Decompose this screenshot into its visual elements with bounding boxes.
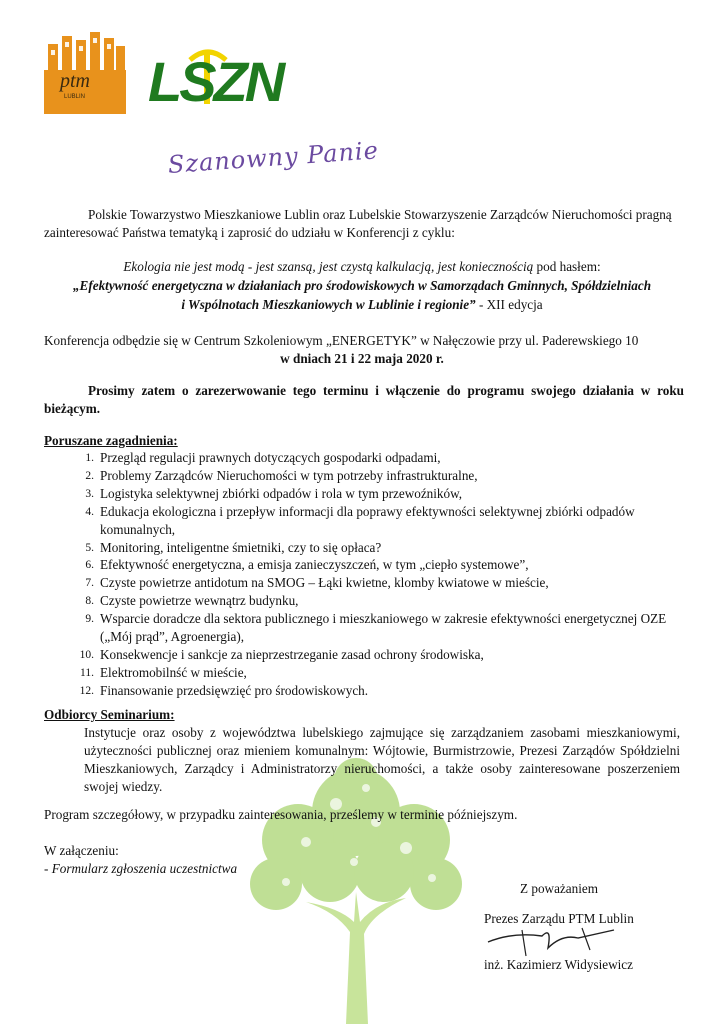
ptm-logo-text: ptm	[60, 70, 90, 92]
topic-number: 6.	[85, 559, 94, 572]
topics-list	[44, 449, 684, 700]
topic-item	[44, 574, 684, 592]
topic-number: 9.	[85, 613, 94, 626]
topic-number: 2.	[85, 469, 94, 482]
topic-number: 4.	[85, 505, 94, 518]
topic-item	[44, 485, 684, 503]
topic-text: Finansowanie przedsięwzięć pro środowiskowych.	[100, 682, 369, 698]
topic-number: 8.	[85, 595, 94, 608]
topic-number: 7.	[85, 577, 94, 590]
topic-item	[44, 467, 684, 485]
signer-name: inż. Kazimierz Widysiewicz	[484, 957, 633, 972]
topic-item	[44, 646, 684, 664]
venue-line: Konferencja odbędzie się w Centrum Szkoleniowym „ENERGETYK” w Nałęczowie przy ul. Paderewskiego 10	[44, 333, 639, 348]
conference-title-line-1: „Efektywność energetyczna w działaniach pro środowiskowych w Samorządach Gminnych, Spółdzielniach	[72, 278, 652, 293]
topic-text: Czyste powietrze antidotum na SMOG – Łąki kwietne, klomby kwiatowe w mieście,	[100, 575, 549, 591]
topic-item	[44, 556, 684, 574]
lszn-logo-text: LSZN	[148, 50, 283, 113]
program-note: Program szczegółowy, w przypadku zainteresowania, prześlemy w terminie późniejszym.	[44, 807, 518, 822]
intro-line-1: Polskie Towarzystwo Mieszkaniowe Lublin oraz Lubelskie Stowarzyszenie Zarządców Nieruchomości pragną	[88, 207, 672, 222]
signer-role: Prezes Zarządu PTM Lublin	[484, 911, 634, 926]
topic-item	[44, 503, 684, 539]
attachment-item: - Formularz zgłoszenia uczestnictwa	[44, 861, 238, 876]
audience-text: Instytucje oraz osoby z województwa lubelskiego zajmujące się zarządzaniem zasobami mieszkaniowymi, użyteczności publicznej oraz mieniem komunalnym: Wójtowie, Burmistrzowie, Prezesi Zarządów Spółdzielni Mieszkaniowych, Zarządcy i Administratorzy nieruchomości, a także osoby zainteresowane poszerzeniem swojej wiedzy.	[84, 725, 680, 794]
topic-text: Logistyka selektywnej zbiórki odpadów i rola w tym przewoźników,	[100, 485, 463, 501]
intro-line-2: zainteresować Państwa tematyką i zaprosić do udziału w Konferencji z cyklu:	[44, 225, 455, 240]
motto-suffix: pod hasłem:	[533, 259, 601, 274]
topic-number: 3.	[85, 487, 94, 500]
topic-number: 12.	[79, 684, 94, 697]
venue-dates: w dniach 21 i 22 maja 2020 r.	[280, 351, 444, 366]
closing: Z poważaniem	[520, 881, 598, 896]
ptm-logo	[44, 30, 126, 114]
topic-item	[44, 610, 684, 646]
conference-edition: - XII edycja	[475, 297, 543, 312]
topic-text: Efektywność energetyczna, a emisja zanieczyszczeń, w tym „ciepło systemowe”,	[100, 557, 529, 573]
topic-text: Wsparcie doradcze dla sektora publicznego i mieszkaniowego w zakresie efektywności energetycznej OZE („Mój prąd”, Agroenergia),	[100, 611, 667, 645]
topic-text: Edukacja ekologiczna i przepływ informacji dla poprawy efektywności selektywnej zbiórki odpadów komunalnych,	[100, 503, 635, 537]
topic-text: Monitoring, inteligentne śmietniki, czy to się opłaca?	[100, 539, 382, 555]
conference-title-line-2	[0, 296, 724, 313]
topic-number: 11.	[80, 666, 94, 679]
topic-text: Przegląd regulacji prawnych dotyczących gospodarki odpadami,	[100, 450, 441, 465]
topic-text: Problemy Zarządców Nieruchomości w tym potrzeby infrastrukturalne,	[100, 467, 478, 483]
topic-number: 10.	[79, 648, 94, 661]
topic-item	[44, 449, 684, 467]
topic-item	[44, 539, 684, 557]
motto-italic: Ekologia nie jest modą - jest szansą, jest czystą kalkulacją, jest koniecznością	[123, 259, 534, 274]
ptm-logo-subtext: LUBLIN	[64, 94, 86, 100]
audience-heading: Odbiorcy Seminarium:	[44, 707, 175, 722]
topic-number: 5.	[85, 541, 94, 554]
conference-title-text: i Wspólnotach Mieszkaniowych w Lublinie i regionie”	[181, 297, 476, 312]
motto-line	[0, 258, 724, 275]
attachment-label: W załączeniu:	[44, 843, 119, 858]
topic-text: Czyste powietrze wewnątrz budynku,	[100, 593, 299, 609]
topics-heading: Poruszane zagadnienia:	[44, 433, 178, 448]
handwritten-signature	[482, 922, 622, 958]
topic-item	[44, 664, 684, 682]
topic-item	[44, 592, 684, 610]
lszn-logo	[146, 46, 283, 116]
topic-item	[44, 682, 684, 700]
request-line-1: Prosimy zatem o zarezerwowanie tego terminu i włączenie do programu swojego działania w roku	[88, 383, 684, 398]
request-line-2: bieżącym.	[44, 401, 101, 416]
greeting: Szanowny Panie	[167, 136, 380, 179]
topic-number: 1.	[85, 452, 94, 464]
topic-text: Elektromobilnść w mieście,	[100, 664, 247, 680]
topic-text: Konsekwencje i sankcje za nieprzestrzeganie zasad ochrony środowiska,	[100, 646, 484, 662]
